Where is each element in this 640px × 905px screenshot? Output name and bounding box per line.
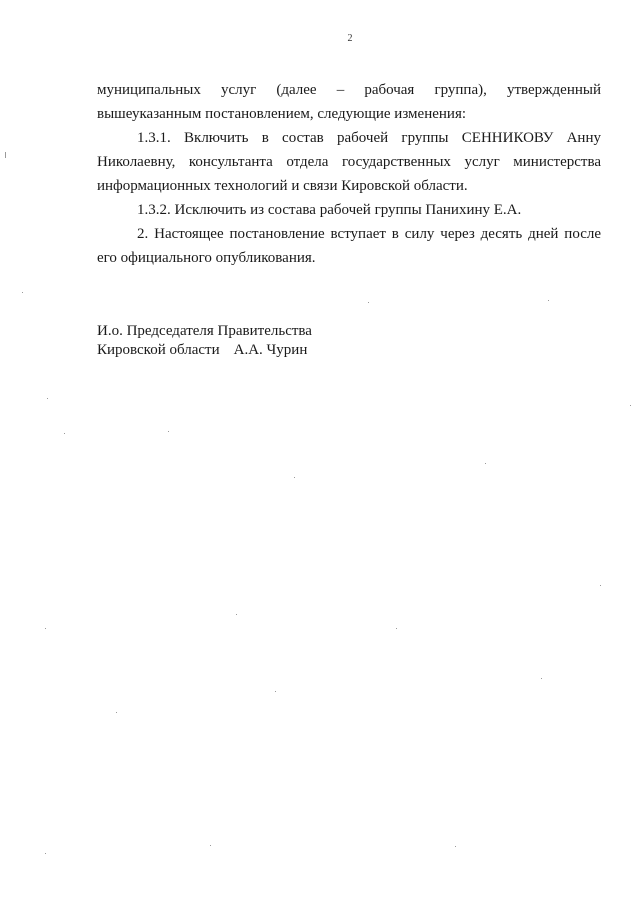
signatory-title-line2 (97, 341, 312, 360)
paragraph-1-3-2: 1.3.2. Исключить из состава рабочей группы Панихину Е.А. (137, 202, 522, 218)
scan-speck (236, 614, 237, 615)
scan-speck (630, 405, 631, 406)
scan-speck (294, 477, 295, 478)
scan-speck (368, 302, 369, 303)
scan-speck (22, 292, 23, 293)
scan-speck (45, 628, 46, 629)
scan-speck (210, 845, 211, 846)
scan-speck (548, 300, 549, 301)
scan-speck (396, 628, 397, 629)
scan-speck (47, 398, 48, 399)
scan-speck (5, 152, 6, 158)
scan-speck (275, 691, 276, 692)
paragraph-2: 2. Настоящее постановление вступает в силу через десять дней после его официального опубликования. (97, 226, 601, 266)
paragraph-1-3-1: 1.3.1. Включить в состав рабочей группы СЕННИКОВУ Анну Николаевну, консультанта отдела государственных услуг министерства информационных технологий и связи Кировской области. (97, 130, 601, 194)
scan-speck (541, 678, 542, 679)
document-body (97, 78, 601, 270)
signature-block (97, 322, 312, 360)
scan-speck (168, 431, 169, 432)
signatory-name: А.А. Чурин (233, 342, 308, 358)
signatory-title-line1: И.о. Председателя Правительства (97, 323, 312, 339)
scan-speck (64, 433, 65, 434)
scan-speck (455, 846, 456, 847)
page-number: 2 (347, 33, 353, 44)
signatory-region: Кировской области (97, 342, 220, 358)
scan-speck (45, 853, 46, 854)
paragraph-continuation: муниципальных услуг (далее – рабочая группа), утвержденный вышеуказанным постановлением, следующие изменения: (97, 82, 601, 122)
scan-speck (485, 463, 486, 464)
scan-speck (600, 585, 601, 586)
scan-speck (116, 712, 117, 713)
